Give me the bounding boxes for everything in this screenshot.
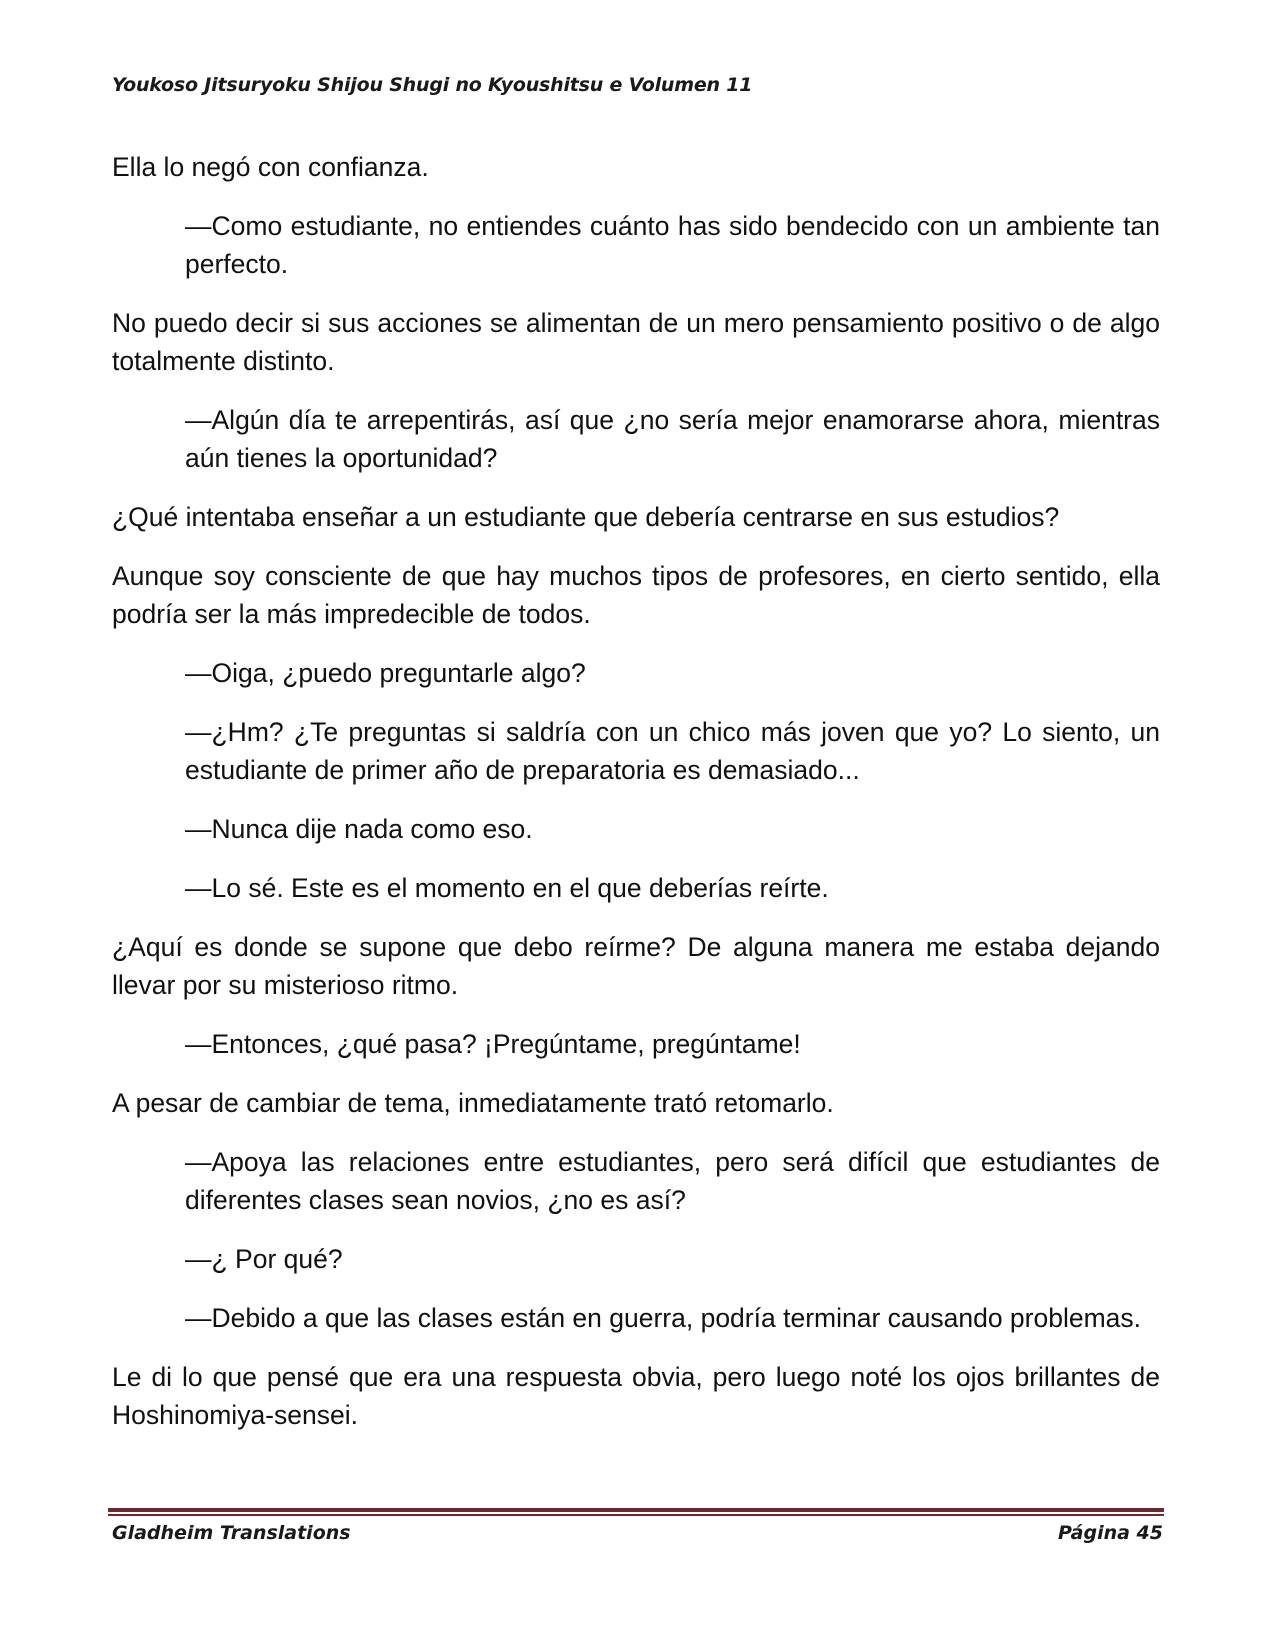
footer-divider-thick — [108, 1508, 1164, 1512]
footer-divider-thin — [108, 1514, 1164, 1516]
paragraph-narration: No puedo decir si sus acciones se alimentan de un mero pensamiento positivo o de algo totalmente distinto. — [112, 308, 1160, 376]
paragraph-dialogue: —Como estudiante, no entiendes cuánto has sido bendecido con un ambiente tan perfecto. — [185, 211, 1160, 279]
running-header: Youkoso Jitsuryoku Shijou Shugi no Kyoushitsu e Volumen 11 — [112, 74, 753, 96]
page-number: Página 45 — [1057, 1522, 1163, 1544]
paragraph-dialogue: —Lo sé. Este es el momento en el que deberías reírte. — [185, 873, 829, 903]
paragraph-narration: Ella lo negó con confianza. — [112, 152, 429, 182]
paragraph-narration: ¿Qué intentaba enseñar a un estudiante que debería centrarse en sus estudios? — [112, 502, 1060, 532]
paragraph-dialogue: —Nunca dije nada como eso. — [185, 814, 533, 844]
paragraph-narration: Aunque soy consciente de que hay muchos tipos de profesores, en cierto sentido, ella podría ser la más impredecible de todos. — [112, 561, 1160, 629]
page-body — [112, 148, 1160, 1455]
paragraph-narration: A pesar de cambiar de tema, inmediatamente trató retomarlo. — [112, 1088, 834, 1118]
paragraph-dialogue: —Entonces, ¿qué pasa? ¡Pregúntame, pregúntame! — [185, 1029, 801, 1059]
footer-divider — [108, 1508, 1164, 1516]
paragraph-dialogue: —¿Hm? ¿Te preguntas si saldría con un chico más joven que yo? Lo siento, un estudiante de primer año de preparatoria es demasiado... — [185, 717, 1160, 785]
paragraph-dialogue: —¿ Por qué? — [185, 1244, 343, 1274]
paragraph-narration: Le di lo que pensé que era una respuesta obvia, pero luego noté los ojos brillantes de Hoshinomiya-sensei. — [112, 1362, 1160, 1430]
paragraph-dialogue: —Debido a que las clases están en guerra, podría terminar causando problemas. — [185, 1303, 1142, 1333]
paragraph-dialogue: —Algún día te arrepentirás, así que ¿no sería mejor enamorarse ahora, mientras aún tienes la oportunidad? — [185, 405, 1160, 473]
paragraph-dialogue: —Apoya las relaciones entre estudiantes, pero será difícil que estudiantes de diferentes clases sean novios, ¿no es así? — [185, 1147, 1160, 1215]
footer-credit: Gladheim Translations — [112, 1522, 351, 1544]
paragraph-dialogue: —Oiga, ¿puedo preguntarle algo? — [185, 658, 586, 688]
paragraph-narration: ¿Aquí es donde se supone que debo reírme? De alguna manera me estaba dejando llevar por su misterioso ritmo. — [112, 932, 1160, 1000]
